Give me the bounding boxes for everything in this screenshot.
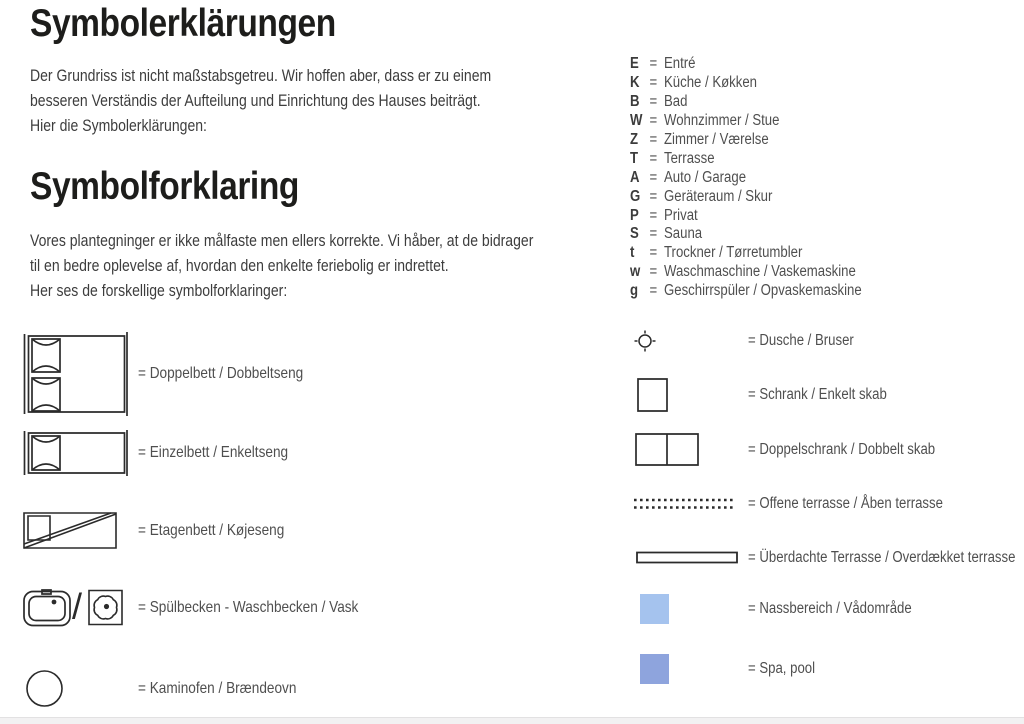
legend-label: = Doppelschrank / Dobbelt skab [748, 440, 936, 458]
code-row [630, 55, 862, 74]
equals-sign: = [649, 130, 658, 148]
covered-terrace-icon [636, 551, 738, 564]
page-title-german: Symbolerklärungen [30, 2, 336, 45]
paragraph-line: til en bedre oplevelse af, hvordan den enkelte feriebolig er indrettet. [30, 257, 449, 275]
code-label: Wohnzimmer / Stue [664, 111, 780, 129]
equals-sign: = [649, 206, 658, 224]
code-row [630, 112, 862, 131]
code-letter: T [630, 149, 639, 167]
legend-row-bunk-bed [0, 511, 1024, 550]
legend-label: = Nassbereich / Vådområde [748, 600, 912, 617]
code-letter: P [630, 206, 639, 224]
code-row [630, 263, 862, 282]
code-row [630, 169, 862, 188]
legend-row-wet-area [0, 594, 1024, 624]
legend-label: = Doppelbett / Dobbeltseng [138, 365, 304, 382]
code-label: Zimmer / Værelse [664, 130, 769, 148]
slash-separator: / [72, 585, 83, 627]
single-cabinet-icon [637, 378, 668, 412]
code-label: Auto / Garage [664, 168, 747, 186]
code-label: Terrasse [664, 149, 715, 167]
intro-paragraph-danish [30, 229, 533, 304]
legend-label: = Überdachte Terrasse / Overdækket terrasse [748, 548, 1016, 566]
code-letter: t [630, 244, 635, 262]
code-label: Küche / Køkken [664, 73, 758, 91]
paragraph-line: Her ses de forskellige symbolforklaringer: [30, 282, 288, 300]
legend-label: = Kaminofen / Brændeovn [138, 679, 297, 697]
legend-label: = Dusche / Bruser [748, 332, 854, 349]
equals-sign: = [649, 282, 658, 300]
equals-sign: = [649, 111, 658, 129]
code-letter: B [630, 92, 640, 110]
legend-row-double-cabinet [0, 433, 1024, 466]
equals-sign: = [649, 187, 658, 205]
code-letter: W [630, 111, 643, 129]
code-letter: E [630, 55, 639, 72]
code-label: Geräteraum / Skur [664, 187, 773, 205]
legend-row-spa-pool [0, 654, 1024, 684]
double-cabinet-icon [635, 433, 699, 466]
legend-label: = Spülbecken - Waschbecken / Vask [138, 599, 359, 616]
code-row [630, 131, 862, 150]
code-letter: g [630, 282, 639, 300]
intro-paragraph-german [30, 64, 491, 139]
open-terrace-icon [633, 497, 736, 511]
shower-icon [634, 330, 656, 352]
room-code-list [630, 55, 862, 301]
code-row [630, 244, 862, 263]
legend-row-covered-terrace [0, 548, 1024, 566]
page-bottom-edge [0, 717, 1024, 724]
code-row [630, 188, 862, 207]
equals-sign: = [649, 73, 658, 91]
page-title-danish: Symbolforklaring [30, 165, 299, 208]
code-label: Privat [664, 206, 698, 224]
code-label: Geschirrspüler / Opvaskemaskine [664, 282, 862, 300]
code-label: Entré [664, 55, 696, 72]
code-letter: Z [630, 130, 639, 148]
legend-row-cabinet [0, 378, 1024, 412]
code-label: Bad [664, 92, 688, 110]
code-row [630, 150, 862, 169]
code-letter: K [630, 73, 640, 91]
code-row [630, 225, 862, 244]
paragraph-line: besseren Verständis der Aufteilung und Einrichtung des Hauses beiträgt. [30, 92, 481, 110]
code-letter: S [630, 225, 639, 243]
code-letter: w [630, 263, 641, 281]
code-row [630, 282, 862, 301]
legend-label: = Etagenbett / Køjeseng [138, 521, 285, 539]
legend-label: = Offene terrasse / Åben terrasse [748, 495, 943, 512]
code-row [630, 74, 862, 93]
equals-sign: = [649, 149, 658, 167]
equals-sign: = [649, 168, 658, 186]
paragraph-line: Vores plantegninger er ikke målfaste men ellers korrekte. Vi håber, at de bidrager [30, 232, 534, 250]
legend-row-shower [0, 330, 1024, 352]
code-row [630, 207, 862, 226]
code-row [630, 93, 862, 112]
equals-sign: = [649, 225, 658, 243]
equals-sign: = [649, 92, 658, 110]
code-letter: G [630, 187, 641, 205]
spa-pool-swatch [640, 654, 669, 684]
code-label: Waschmaschine / Vaskemaskine [664, 263, 856, 281]
legend-label: = Schrank / Enkelt skab [748, 386, 887, 403]
equals-sign: = [649, 263, 658, 281]
code-letter: A [630, 168, 640, 186]
bunk-bed-icon [23, 512, 117, 549]
equals-sign: = [649, 244, 658, 262]
paragraph-line: Hier die Symbolerklärungen: [30, 117, 207, 135]
legend-label: = Einzelbett / Enkeltseng [138, 444, 289, 461]
legend-label: = Spa, pool [748, 660, 816, 677]
paragraph-line: Der Grundriss ist nicht maßstabsgetreu. Wir hoffen aber, dass er zu einem [30, 67, 492, 85]
wet-area-swatch [640, 594, 669, 624]
legend-row-open-terrace [0, 497, 1024, 511]
code-label: Trockner / Tørretumbler [664, 244, 803, 262]
equals-sign: = [649, 55, 658, 72]
code-label: Sauna [664, 225, 703, 243]
